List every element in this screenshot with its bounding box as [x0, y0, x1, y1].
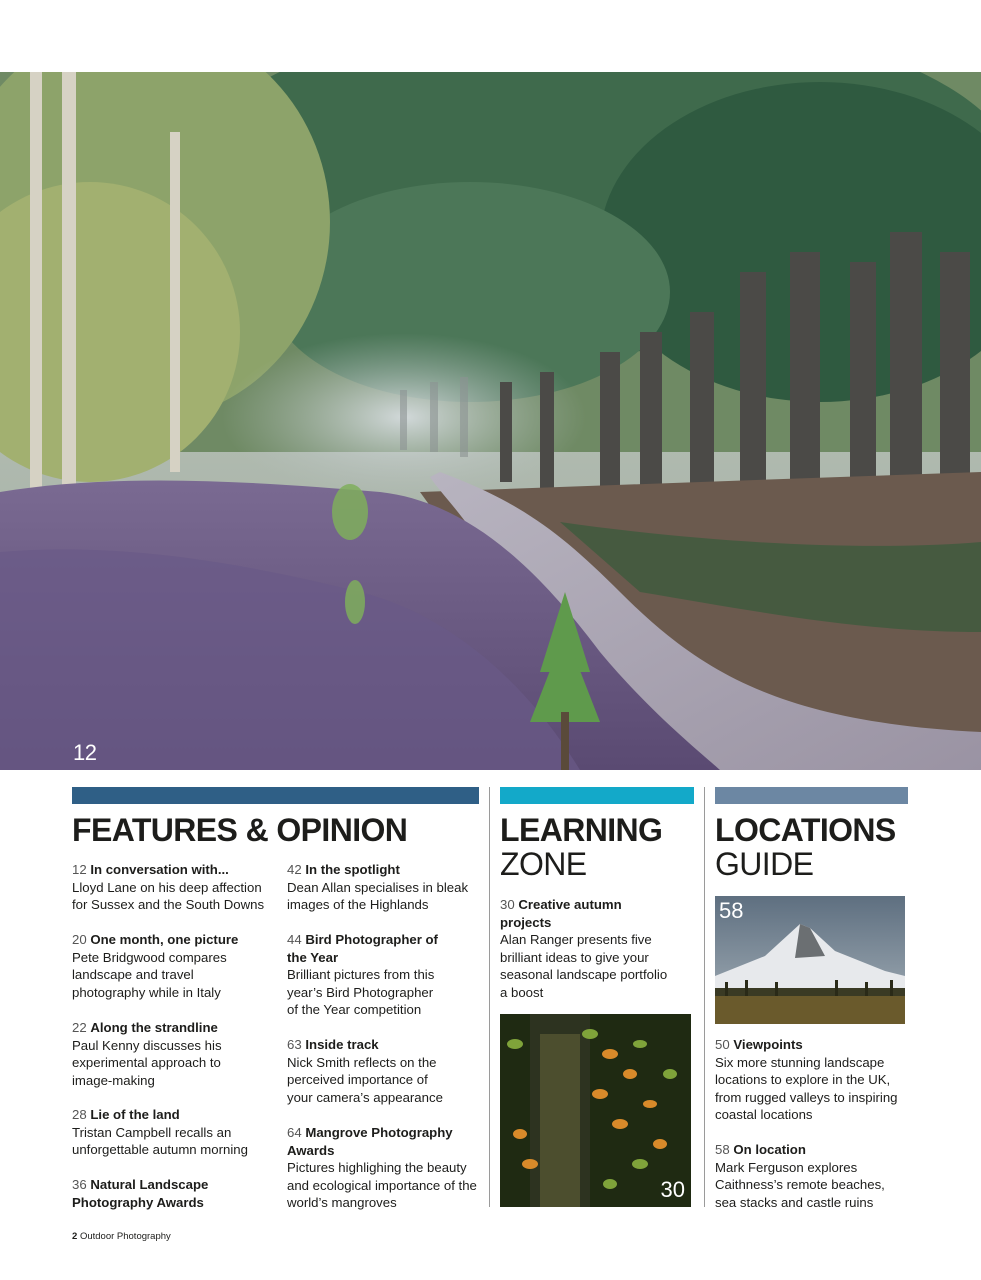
entry-description: Nick Smith reflects on the perceived importance of your camera’s appearance [287, 1054, 443, 1105]
contents-entry[interactable] [287, 861, 479, 914]
entry-description: Paul Kenny discusses his experimental approach to image-making [72, 1037, 222, 1088]
entry-title: Mangrove Photography Awards [287, 1125, 453, 1158]
contents-entry[interactable] [500, 896, 670, 1002]
learning-heading-bold: LEARNING [500, 812, 663, 848]
entry-page-number: 63 [287, 1037, 302, 1052]
learning-color-bar [500, 787, 694, 804]
entry-page-number: 20 [72, 932, 87, 947]
contents-entry[interactable] [72, 1106, 267, 1159]
features-heading: FEATURES & OPINION [72, 812, 408, 848]
locations-heading-bold: LOCATIONS [715, 812, 896, 848]
column-divider [489, 787, 490, 1207]
hero-photo [0, 72, 981, 770]
contents-entry[interactable] [287, 1036, 457, 1106]
entry-description: Lloyd Lane on his deep affection for Sussex and the South Downs [72, 879, 265, 913]
contents-entry[interactable] [287, 1124, 479, 1212]
entry-title: Viewpoints [733, 1037, 803, 1052]
entry-title: In the spotlight [305, 862, 400, 877]
entry-description: Six more stunning landscape locations to explore in the UK, from rugged valleys to inspiring coastal locations [715, 1054, 898, 1123]
thumbnail-page-number: 30 [660, 1177, 685, 1202]
entry-title: In conversation with... [90, 862, 229, 877]
entry-title: Lie of the land [90, 1107, 180, 1122]
learning-heading-light: ZONE [500, 846, 587, 882]
entry-page-number: 42 [287, 862, 302, 877]
entry-description: Mark Ferguson explores Caithness’s remote beaches, sea stacks and castle ruins [715, 1159, 885, 1210]
locations-thumbnail[interactable] [715, 896, 905, 1024]
entry-description: Alan Ranger presents five brilliant ideas to give your seasonal landscape portfolio a boost [500, 932, 668, 1000]
column-divider [704, 787, 705, 1207]
entry-title: Bird Photographer of the Year [287, 932, 438, 965]
entry-page-number: 28 [72, 1107, 87, 1122]
learning-thumbnail[interactable] [500, 1014, 691, 1207]
entry-title: One month, one picture [90, 932, 239, 947]
entry-description: Tristan Campbell recalls an unforgettable autumn morning [72, 1124, 248, 1158]
entry-title: Creative autumn projects [500, 897, 622, 930]
contents-entry[interactable] [715, 1036, 907, 1124]
entry-title: Along the strandline [90, 1020, 218, 1035]
locations-heading-light: GUIDE [715, 846, 814, 882]
thumbnail-page-number: 58 [719, 898, 744, 923]
page-footer [72, 1231, 171, 1242]
entry-page-number: 58 [715, 1142, 730, 1157]
entry-page-number: 44 [287, 932, 302, 947]
entry-title: Inside track [305, 1037, 379, 1052]
contents-entry[interactable] [715, 1141, 900, 1211]
footer-magazine-name: Outdoor Photography [79, 1231, 171, 1242]
entry-description: Pictures highlighing the beauty and ecological importance of the world’s mangroves [287, 1160, 477, 1211]
entry-title: Natural Landscape Photography Awards [72, 1177, 209, 1210]
contents-entry[interactable] [72, 861, 272, 914]
contents-entry[interactable] [72, 931, 267, 1001]
features-color-bar [72, 787, 479, 804]
entry-title: On location [733, 1142, 806, 1157]
entry-page-number: 64 [287, 1125, 302, 1140]
entry-page-number: 22 [72, 1020, 87, 1035]
entry-page-number: 50 [715, 1037, 730, 1052]
footer-page-number: 2 [72, 1231, 78, 1242]
contents-entry[interactable] [287, 931, 447, 1019]
hero-page-number: 12 [73, 740, 97, 765]
entry-page-number: 12 [72, 862, 87, 877]
entry-description: Brilliant pictures from this year’s Bird Photographer of the Year competition [287, 967, 435, 1018]
locations-color-bar [715, 787, 908, 804]
entry-description: Dean Allan specialises in bleak images of the Highlands [287, 879, 469, 913]
learning-heading [500, 813, 662, 881]
entry-description: Pete Bridgwood compares landscape and travel photography while in Italy [72, 949, 227, 1000]
entry-page-number: 36 [72, 1177, 87, 1192]
locations-heading [715, 813, 896, 881]
entry-page-number: 30 [500, 897, 515, 912]
contents-entry[interactable] [72, 1019, 252, 1089]
contents-entry[interactable] [72, 1176, 242, 1211]
